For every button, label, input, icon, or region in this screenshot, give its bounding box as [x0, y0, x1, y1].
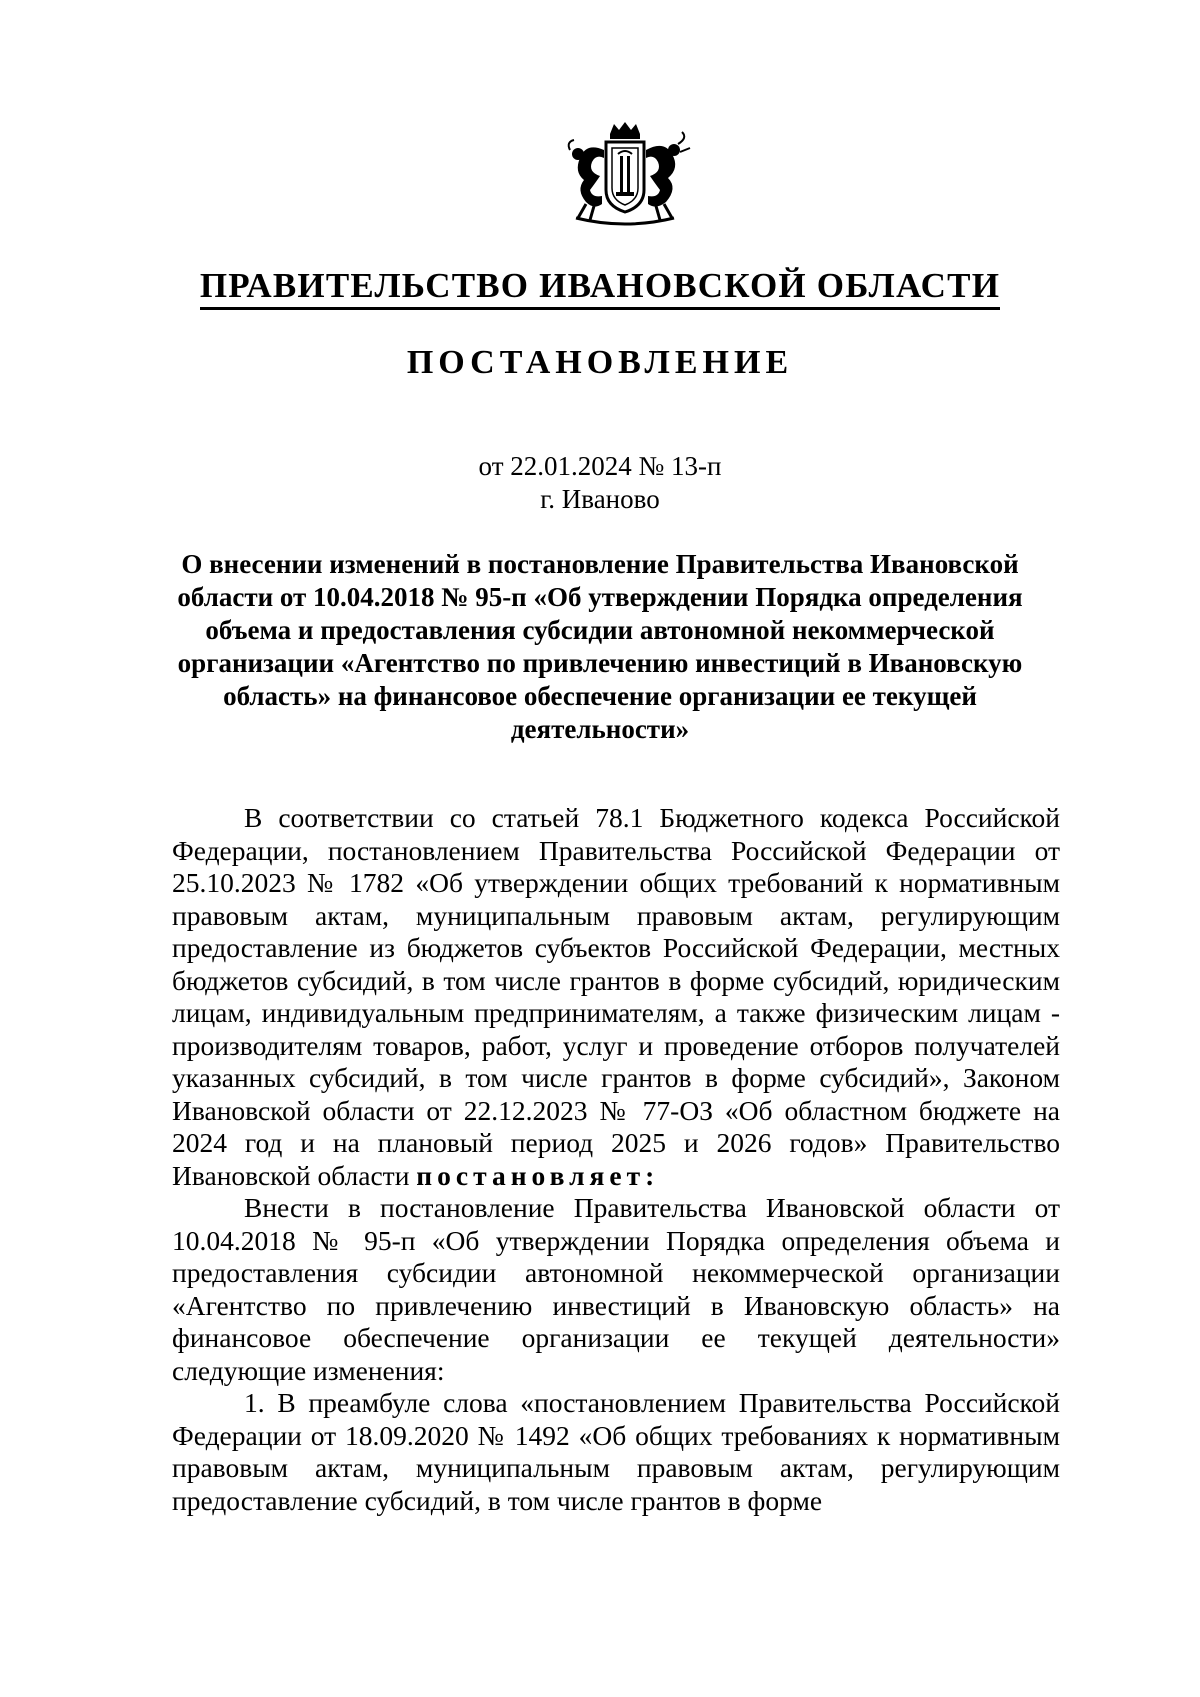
city: г. Иваново	[540, 484, 660, 514]
date-number: от 22.01.2024 № 13-п	[478, 451, 722, 481]
body-paragraph: 1. В преамбуле слова «постановлением Правительства Российской Федерации от 18.09.2020 № 1492 «Об общих требованиях к нормативным правовым актам, муниципальным правовым актам, регулирующим предоставление субсидий, в том числе грантов в форме	[172, 1387, 1060, 1516]
government-title	[0, 266, 1200, 306]
preamble-text: В соответствии со статьей 78.1 Бюджетного кодекса Российской Федерации, постановлением Правительства Российской Федерации от 25.10.2023 № 1782 «Об утверждении общих требований к нормативным правовым актам, муниципальным правовым актам, регулирующим предоставление из бюджетов субъектов Российской Федерации, местных бюджетов субсидий, в том числе грантов в форме субсидий, юридическим лицам, индивидуальным предпринимателям, а также физическим лицам - производителям товаров, работ, услуг и проведение отборов получателей указанных субсидий, в том числе грантов в форме субсидий», Законом Ивановской области от 22.12.2023 № 77-ОЗ «Об областном бюджете на 2024 год и на плановый период 2025 и 2026 годов» Правительство Ивановской области	[172, 802, 1060, 1191]
government-title-text: ПРАВИТЕЛЬСТВО ИВАНОВСКОЙ ОБЛАСТИ	[200, 266, 1000, 310]
document-body	[172, 802, 1060, 1517]
document-type: ПОСТАНОВЛЕНИЕ	[406, 344, 794, 381]
body-paragraph: Внести в постановление Правительства Ивановской области от 10.04.2018 № 95-п «Об утверждении Порядка определения объема и предоставления субсидии автономной некоммерческой организации «Агентство по привлечению инвестиций в Ивановскую область» на финансовое обеспечение организации ее текущей деятельности» следующие изменения:	[172, 1192, 1060, 1386]
preamble-paragraph	[172, 802, 1060, 1192]
document-meta	[0, 450, 1200, 516]
resolves-word: постановляет:	[416, 1159, 660, 1191]
coat-of-arms-icon	[556, 120, 694, 228]
document-subject: О внесении изменений в постановление Правительства Ивановской области от 10.04.2018 № 95-п «Об утверждении Порядка определения объема и предоставления субсидии автономной некоммерческой организации «Агентство по привлечению инвестиций в Ивановскую область» на финансовое обеспечение организации ее текущей деятельности»	[177, 549, 1023, 744]
